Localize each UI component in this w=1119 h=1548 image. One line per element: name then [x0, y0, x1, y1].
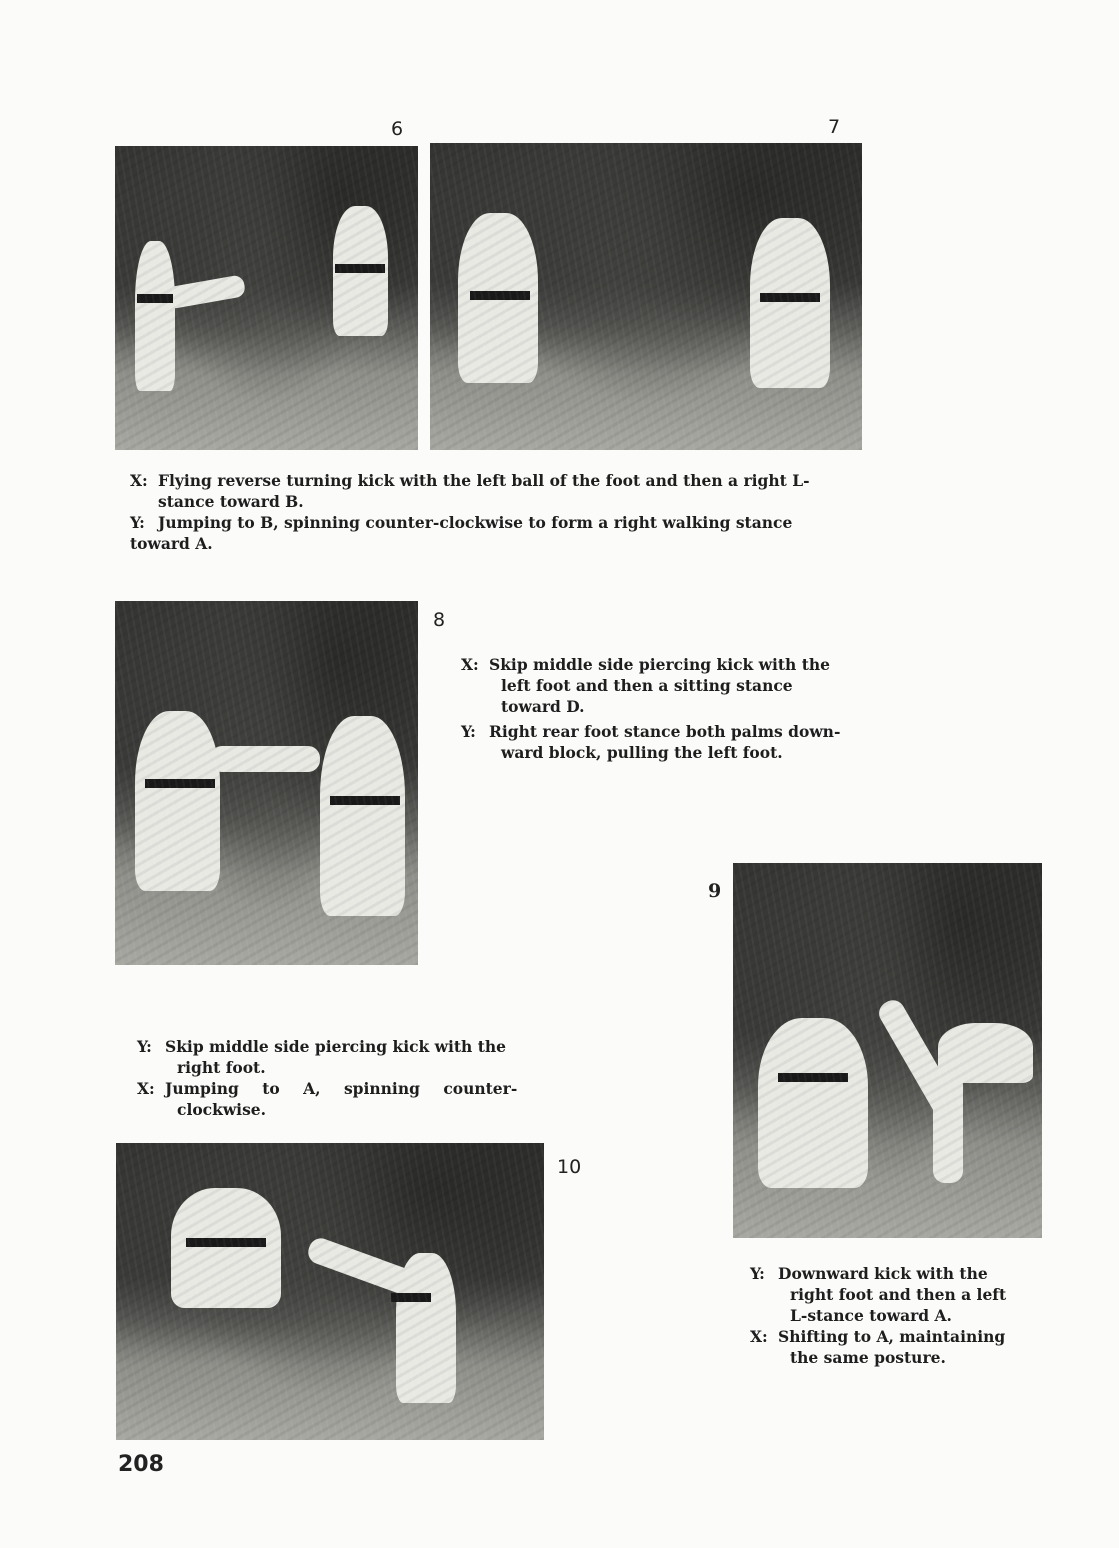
caption-line — [137, 1078, 527, 1099]
person-y — [750, 218, 830, 388]
caption-line — [130, 470, 860, 491]
speaker-label-x: X: — [750, 1327, 768, 1346]
photo-figure-9 — [733, 863, 1042, 1238]
caption-figures-6-7 — [130, 470, 860, 554]
belt — [335, 264, 385, 273]
caption-text: toward D. — [501, 697, 585, 716]
caption-text: Downward kick with the — [778, 1264, 988, 1283]
speaker-label-x: X: — [461, 655, 479, 674]
caption-line — [461, 654, 853, 675]
figure-number-9: 9 — [708, 880, 722, 902]
figure-number-8: 8 — [433, 609, 446, 631]
kicking-leg — [875, 996, 968, 1130]
caption-text: the same posture. — [790, 1348, 946, 1367]
page-number: 208 — [118, 1452, 164, 1477]
photo-figure-10 — [116, 1143, 544, 1440]
caption-line — [137, 1036, 527, 1057]
speaker-label-x: X: — [137, 1079, 155, 1098]
photo-figure-8 — [115, 601, 418, 965]
belt — [145, 779, 215, 788]
figure-number-10: 10 — [557, 1156, 582, 1178]
caption-line — [461, 721, 853, 742]
photo-figure-7 — [430, 143, 862, 450]
caption-text: Flying reverse turning kick with the left ball of the foot and then a right L- — [158, 471, 810, 490]
caption-line — [130, 512, 860, 533]
person-x — [135, 241, 175, 391]
belt — [778, 1073, 848, 1082]
speaker-label-y: Y: — [130, 513, 145, 532]
person-x — [938, 1023, 1033, 1083]
caption-text: Skip middle side piercing kick with the — [165, 1037, 507, 1056]
caption-text: Skip middle side piercing kick with the — [489, 655, 831, 674]
caption-text: Jumping to A, spinning counter- — [165, 1079, 518, 1098]
caption-text: Right rear foot stance both palms down- — [489, 722, 841, 741]
kicking-leg — [210, 746, 320, 772]
caption-text: right foot and then a left — [790, 1285, 1007, 1304]
belt — [137, 294, 173, 303]
speaker-label-y: Y: — [137, 1037, 152, 1056]
speaker-label-y: Y: — [461, 722, 476, 741]
person-y — [396, 1253, 456, 1403]
photo-figure-6 — [115, 146, 418, 450]
figure-number-6: 6 — [391, 118, 404, 140]
caption-figure-8 — [461, 654, 853, 763]
caption-figure-10 — [137, 1036, 527, 1120]
caption-text: Jumping to B, spinning counter-clockwise to form a right walking stance — [158, 513, 793, 532]
caption-text: ward block, pulling the left foot. — [501, 743, 783, 762]
belt — [330, 796, 400, 805]
belt — [470, 291, 530, 300]
caption-line — [750, 1263, 1040, 1284]
person-y — [758, 1018, 868, 1188]
figure-number-7: 7 — [828, 116, 841, 138]
caption-text: toward A. — [130, 534, 213, 553]
person-x — [135, 711, 220, 891]
belt — [186, 1238, 266, 1247]
person-x — [171, 1188, 281, 1308]
caption-text: L-stance toward A. — [790, 1306, 952, 1325]
caption-text: stance toward B. — [158, 492, 304, 511]
caption-text: Shifting to A, maintaining — [778, 1327, 1006, 1346]
belt — [391, 1293, 431, 1302]
person-y — [320, 716, 405, 916]
caption-figure-9 — [750, 1263, 1040, 1368]
caption-text: right foot. — [177, 1058, 266, 1077]
caption-text: clockwise. — [177, 1100, 267, 1119]
speaker-label-y: Y: — [750, 1264, 765, 1283]
standing-leg — [933, 1073, 963, 1183]
person-y — [333, 206, 388, 336]
speaker-label-x: X: — [130, 471, 148, 490]
kicking-leg — [164, 274, 247, 310]
caption-text: left foot and then a sitting stance — [501, 676, 793, 695]
kicking-leg — [305, 1235, 417, 1297]
caption-line — [750, 1326, 1040, 1347]
person-x — [458, 213, 538, 383]
belt — [760, 293, 820, 302]
